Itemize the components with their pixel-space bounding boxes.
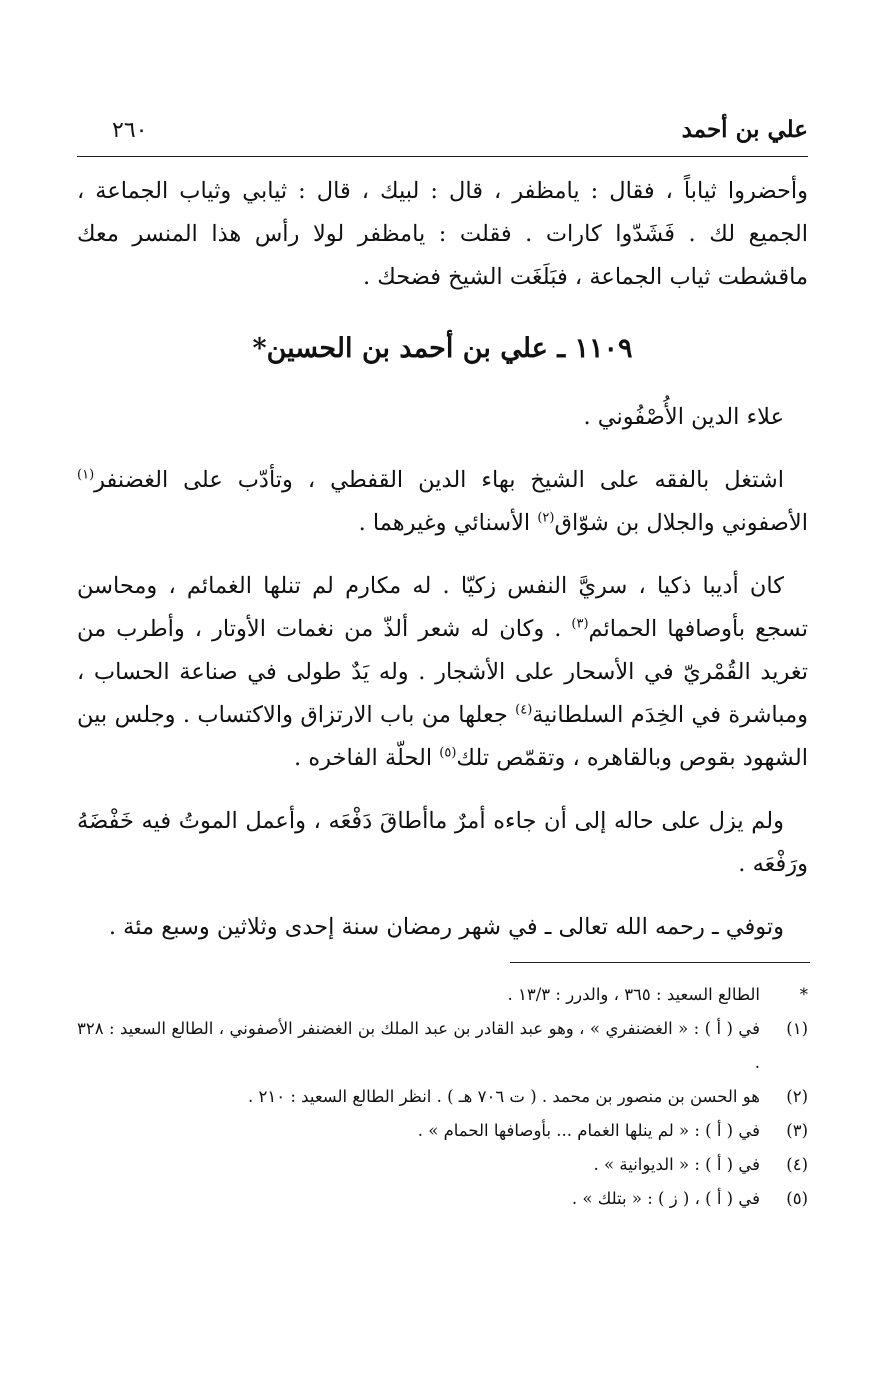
footnote-2 bbox=[77, 1080, 808, 1114]
footnote-source bbox=[77, 978, 808, 1012]
footnote-mark: (٢) bbox=[786, 1087, 808, 1106]
footnote-mark: (٤) bbox=[786, 1155, 808, 1174]
footnote-mark: (٥) bbox=[786, 1189, 808, 1208]
death-paragraph: وتوفي ـ رحمه الله تعالى ـ في شهر رمضان سنة إحدى وثلاثين وسبع مئة . bbox=[108, 914, 784, 940]
footnote-text: في ( أ ) : « لم ينلها الغمام ... بأوصافها الحمام » . bbox=[417, 1121, 760, 1140]
footnote-text: في ( أ ) : « الديوانية » . bbox=[593, 1155, 760, 1174]
footnotes bbox=[77, 978, 808, 1216]
entry-heading bbox=[77, 327, 808, 370]
description-text-part-1: كان أديبا ذكيا ، سريَّ النفس زكيّا . له مكارم لم تنلها الغمائم ، ومحاسن تسجع بأوصافها الحمائم bbox=[77, 573, 808, 642]
main-text bbox=[77, 170, 808, 969]
footnote-text: الطالع السعيد : ٣٦٥ ، والدرر : ١٣/٣ . bbox=[507, 985, 760, 1004]
footnote-mark: (١) bbox=[786, 1019, 808, 1038]
entry-heading-text: ١١٠٩ ـ علي بن أحمد بن الحسين bbox=[266, 333, 633, 364]
running-title: علي بن أحمد bbox=[681, 116, 808, 143]
footnote-separator bbox=[510, 962, 810, 963]
study-text-part-3: الأسنائي وغيرهما . bbox=[358, 510, 538, 536]
footnote-ref-1: (١) bbox=[77, 467, 95, 483]
footnote-text: هو الحسن بن منصور بن محمد . ( ت ٧٠٦ هـ ) . انظر الطالع السعيد : ٢١٠ . bbox=[248, 1087, 760, 1106]
end-paragraph: ولم يزل على حاله إلى أن جاءه أمرٌ ماأطاقَ دَفْعَه ، وأعمل الموتُ فيه خَفْضَهُ ورَفْعَه . bbox=[77, 808, 808, 877]
footnote-ref-5: (٥) bbox=[439, 745, 457, 761]
footnote-mark: (٣) bbox=[786, 1121, 808, 1140]
footnote-text: في ( أ ) ، ( ز ) : « بتلك » . bbox=[571, 1189, 760, 1208]
page-header bbox=[77, 110, 808, 157]
footnote-1 bbox=[77, 1012, 808, 1080]
study-paragraph bbox=[77, 459, 808, 545]
footnote-mark: * bbox=[799, 985, 808, 1004]
intro-paragraph: وأحضروا ثياباً ، فقال : يامظفر ، قال : لبيك ، قال : ثيابي وثياب الجماعة ، الجميع لك . فَشَدّوا كارات . فقلت : يامظفر لولا رأس هذا المنسر معك ماقشطت ثياب الجماعة ، فبَلَغَت الشيخ فضحك . bbox=[77, 178, 808, 290]
footnote-3 bbox=[77, 1114, 808, 1148]
footnote-ref-2: (٢) bbox=[537, 510, 555, 526]
page-number: ٢٦٠ bbox=[112, 118, 148, 143]
description-paragraph bbox=[77, 565, 808, 780]
description-text-part-2: . وكان له شعر ألذّ من نغمات الأوتار ، وأطرب من تغريد القُمْريّ في الأسحار على الأشجار . وله يَدٌ طولى في صناعة الحساب ، ومباشرة في الخِدَم السلطانية bbox=[77, 616, 808, 728]
footnote-text: في ( أ ) : « الغضنفري » ، وهو عبد القادر بن عبد الملك بن الغضنفر الأصفوني ، الطالع السعيد : ٣٢٨ . bbox=[77, 1019, 760, 1072]
footnote-ref-4: (٤) bbox=[515, 702, 533, 718]
study-text-part-2: الأصفوني والجلال بن شوّاق bbox=[554, 510, 808, 536]
footnote-ref-3: (٣) bbox=[571, 616, 589, 632]
footnote-4 bbox=[77, 1148, 808, 1182]
footnote-5 bbox=[77, 1182, 808, 1216]
laqab-paragraph: علاء الدين الأُصْفُوني . bbox=[583, 404, 784, 430]
description-text-part-4: الحلّة الفاخره . bbox=[294, 745, 440, 771]
entry-heading-mark: * bbox=[252, 333, 267, 364]
description-text-part-3: جعلها من باب الارتزاق والاكتساب . وجلس بين الشهود بقوص وبالقاهره ، وتقمّص تلك bbox=[77, 702, 808, 771]
study-text-part-1: اشتغل بالفقه على الشيخ بهاء الدين القفطي ، وتأدّب على الغضنفر bbox=[94, 467, 784, 493]
